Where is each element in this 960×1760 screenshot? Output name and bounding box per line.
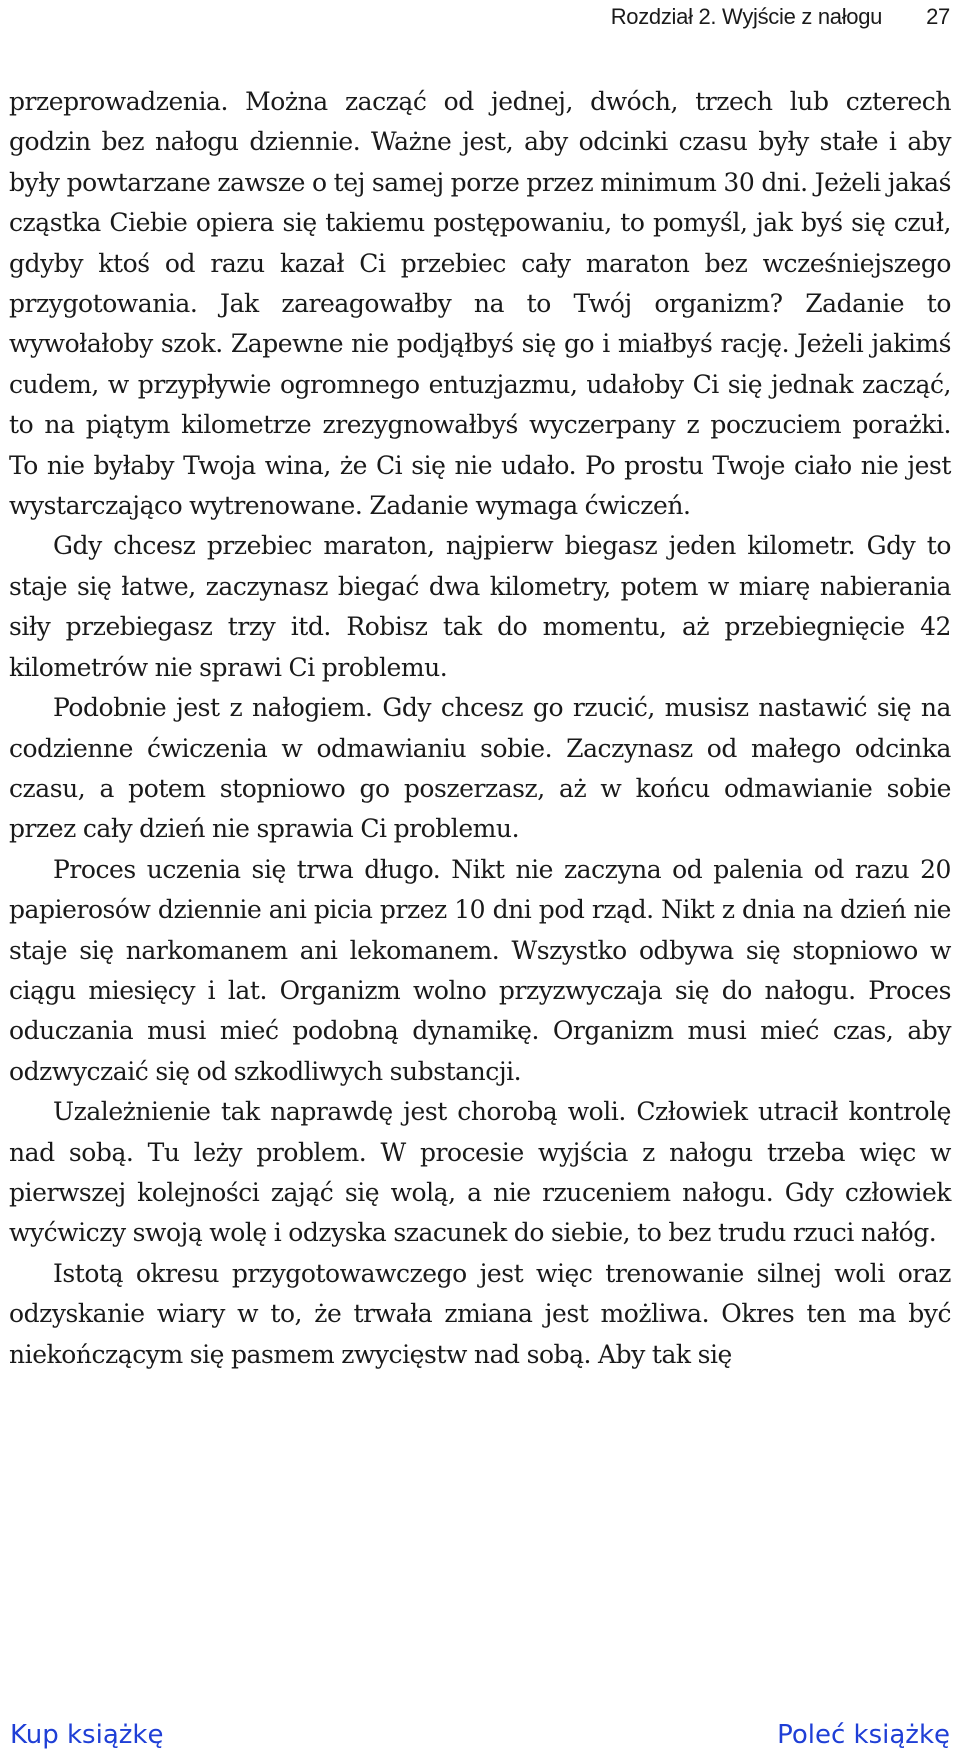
buy-book-link[interactable]: Kup książkę [10, 1720, 164, 1750]
running-head [611, 0, 950, 34]
recommend-book-link[interactable]: Poleć książkę [777, 1720, 950, 1750]
chapter-title: Rozdział 2. Wyjście z nałogu [610, 4, 883, 29]
paragraph: przeprowadzenia. Można zacząć od jednej, dwóch, trzech lub czterech godzin bez nałogu dziennie. Ważne jest, aby odcinki czasu były stałe i aby były powtarzane zawsze o tej samej porze przez minimum 30 dni. Jeżeli jakaś cząstka Ciebie opiera się takiemu postępowaniu, to pomyśl, jak byś się czuł, gdyby ktoś od razu kazał Ci przebiec cały maraton bez wcześniejszego przygotowania. Jak zareagowałby na to Twój organizm? Zadanie to wywołałoby szok. Zapewne nie podjąłbyś się go i miałbyś rację. Jeżeli jakimś cudem, w przypływie ogromnego entuzjazmu, udałoby Ci się jednak zacząć, to na piątym kilometrze zrezygnowałbyś wyczerpany z poczuciem porażki. To nie byłaby Twoja wina, że Ci się nie udało. Po prostu Twoje ciało nie jest wystarczająco wytrenowane. Zadanie wymaga ćwiczeń. [9, 87, 951, 521]
paragraph: Gdy chcesz przebiec maraton, najpierw biegasz jeden kilometr. Gdy to staje się łatwe, zaczynasz biegać dwa kilometry, potem w miarę nabierania siły przebiegasz trzy itd. Robisz tak do momentu, aż przebiegnięcie 42 kilometrów nie sprawi Ci problemu. [9, 531, 951, 682]
page-number: 27 [926, 4, 950, 29]
paragraph: Uzależnienie tak naprawdę jest chorobą woli. Człowiek utracił kontrolę nad sobą. Tu leży problem. W procesie wyjścia z nałogu trzeba więc w pierwszej kolejności zająć się wolą, a nie rzuceniem nałogu. Gdy człowiek wyćwiczy swoją wolę i odzyska szacunek do siebie, to bez trudu rzuci nałóg. [9, 1097, 951, 1248]
paragraph: Proces uczenia się trwa długo. Nikt nie zaczyna od palenia od razu 20 papierosów dziennie ani picia przez 10 dni pod rząd. Nikt z dnia na dzień nie staje się narkomanem ani lekomanem. Wszystko odbywa się stopniowo w ciągu miesięcy i lat. Organizm wolno przyzwyczaja się do nałogu. Proces oduczania musi mieć podobną dynamikę. Organizm musi mieć czas, aby odzwyczaić się od szkodliwych substancji. [9, 854, 951, 1086]
paragraph: Istotą okresu przygotowawczego jest więc trenowanie silnej woli oraz odzyskanie wiary w to, że trwała zmiana jest możliwa. Okres ten ma być niekończącym się pasmem zwycięstw nad sobą. Aby tak się [9, 1258, 951, 1369]
paragraph: Podobnie jest z nałogiem. Gdy chcesz go rzucić, musisz nastawić się na codzienne ćwiczenia w odmawianiu sobie. Zaczynasz od małego odcinka czasu, a potem stopniowo go poszerzasz, aż w końcu odmawianie sobie przez cały dzień nie sprawia Ci problemu. [9, 693, 951, 844]
body-text [9, 82, 951, 1375]
